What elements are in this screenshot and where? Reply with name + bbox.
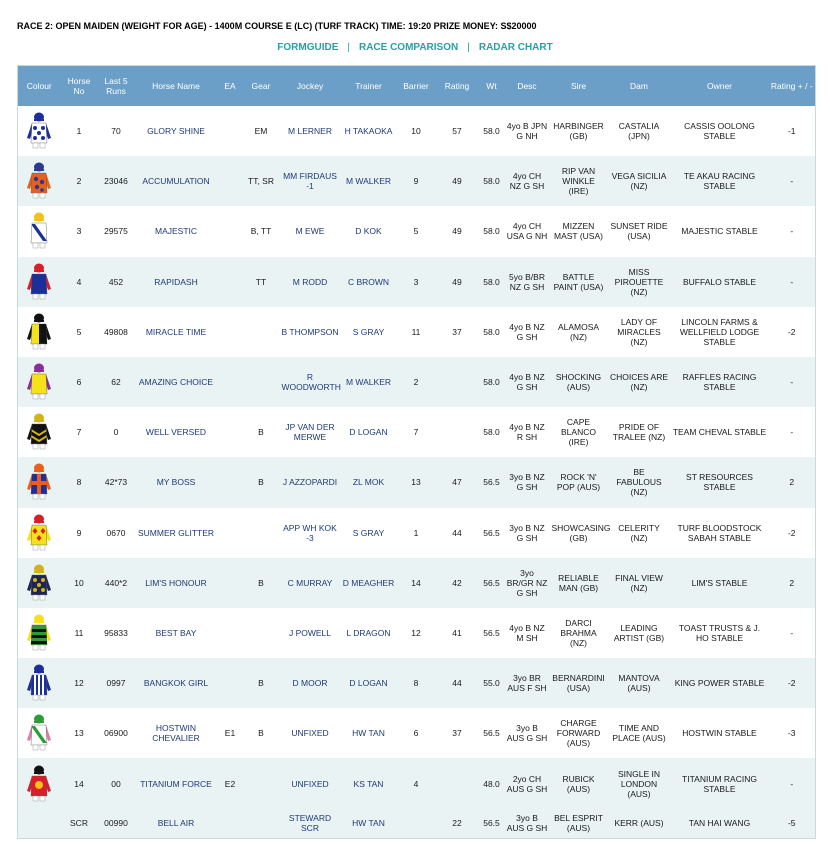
rating-change: - [790,176,794,187]
last-5-runs: 62 [111,377,121,388]
jockey[interactable]: D MOOR [292,678,328,689]
gear: TT, SR [248,176,274,187]
trainer[interactable]: L DRAGON [346,627,391,638]
rating: 37 [452,728,462,739]
dam: TIME AND PLACE (AUS) [612,723,666,744]
owner: KING POWER STABLE [674,678,765,689]
horse-name[interactable]: HOSTWIN CHEVALIER [152,723,200,744]
sire: BEL ESPRIT (AUS) [554,813,603,834]
col-wt[interactable]: Wt [479,66,505,107]
gear: EM [254,126,268,137]
jockey-silks-icon [26,613,52,651]
last-5-runs: 95833 [104,627,128,638]
dam: SUNSET RIDE (USA) [610,221,668,242]
barrier: 13 [411,477,421,488]
description: 3yo B NZ G SH [509,472,545,493]
dam: LEADING ARTIST (GB) [613,622,665,643]
trainer[interactable]: M WALKER [345,377,392,388]
trainer[interactable]: KS TAN [353,778,384,789]
silk-cell [18,106,61,156]
horse-name[interactable]: MY BOSS [156,477,196,488]
jockey-silks-icon [26,663,52,701]
barrier: 9 [413,176,419,187]
description: 3yo B NZ G SH [509,522,545,543]
table-row [18,658,816,708]
last-5-runs: 0670 [106,527,126,538]
rating-change: - [790,377,794,388]
table-row [18,407,816,457]
jockey[interactable]: APP WH KOK -3 [283,522,337,543]
race-tabs [0,42,830,53]
emergency-acceptor [218,257,243,307]
emergency-acceptor: E1 [224,728,236,739]
horse-name[interactable]: WELL VERSED [145,427,207,438]
weight: 58.0 [483,126,500,137]
gear: TT [255,276,267,287]
owner: TOAST TRUSTS & J. HO STABLE [678,622,761,643]
trainer[interactable]: S GRAY [352,527,385,538]
description: 4yo B NZ M SH [509,622,545,643]
last-5-runs: 23046 [104,176,128,187]
last-5-runs: 440*2 [104,577,128,588]
dam: MANTOVA (AUS) [618,673,660,694]
emergency-acceptor [218,508,243,558]
horse-name[interactable]: AMAZING CHOICE [138,377,214,388]
horse-number: 7 [76,427,82,438]
last-5-runs: 0997 [106,678,126,689]
gear [243,608,280,658]
emergency-acceptor [218,558,243,608]
weight: 56.5 [483,527,500,538]
last-5-runs: 06900 [104,728,128,739]
col-trainer[interactable]: Trainer [341,66,397,107]
sire: MIZZEN MAST (USA) [554,221,603,242]
gear [243,809,280,839]
rating: 57 [452,126,462,137]
description: 4yo B NZ G SH [509,372,545,393]
weight: 58.0 [483,276,500,287]
barrier: 10 [411,126,421,137]
col-horse-no[interactable]: Horse No [61,66,98,107]
emergency-acceptor [218,357,243,407]
silk-cell [18,558,61,608]
description: 3yo BR/GR NZ G SH [506,567,548,598]
tab-separator: | [467,42,470,53]
gear [243,758,280,808]
barrier: 1 [413,527,419,538]
table-row [18,558,816,608]
rating: 49 [452,276,462,287]
rating: 49 [452,226,462,237]
table-row [18,608,816,658]
last-5-runs: 0 [113,427,119,438]
rating-change: - [790,276,794,287]
last-5-runs: 29575 [104,226,128,237]
horse-number: 13 [74,728,84,739]
silk-cell [18,156,61,206]
rating-change: -2 [787,527,796,538]
barrier: 3 [413,276,419,287]
emergency-acceptor [218,307,243,357]
table-row [18,257,816,307]
description: 4yo CH NZ G SH [509,171,545,192]
weight: 58.0 [483,226,500,237]
gear: B [258,427,264,438]
col-jockey[interactable]: Jockey [280,66,341,107]
horse-number: 4 [76,276,82,287]
col-rating-change[interactable]: Rating + / - [769,66,816,107]
dam: BE FABULOUS (NZ) [616,467,662,498]
col-barrier[interactable]: Barrier [397,66,436,107]
jockey[interactable]: C MURRAY [287,577,333,588]
dam: KERR (AUS) [614,818,664,829]
barrier: 5 [413,226,419,237]
rating-change: -5 [787,818,796,829]
trainer[interactable]: M WALKER [345,176,392,187]
jockey[interactable]: MM FIRDAUS -1 [283,171,337,192]
weight: 56.5 [483,627,500,638]
horse-number: 12 [74,678,84,689]
weight: 58.0 [483,427,500,438]
table-row [18,708,816,758]
weight: 56.5 [483,577,500,588]
horse-name[interactable]: MAJESTIC [154,226,198,237]
jockey[interactable]: J POWELL [288,627,332,638]
dam: PRIDE OF TRALEE (NZ) [612,422,666,443]
rating [436,758,479,808]
barrier: 14 [411,577,421,588]
sire: CHARGE FORWARD (AUS) [556,718,601,749]
col-sire[interactable]: Sire [550,66,608,107]
trainer[interactable]: D LOGAN [349,427,388,438]
weight: 58.0 [483,176,500,187]
jockey-silks-icon [26,111,52,149]
last-5-runs: 42*73 [104,477,128,488]
description: 5yo B/BR NZ G SH [509,271,545,292]
jockey[interactable]: M LERNER [288,126,332,137]
tab-separator: | [347,42,350,53]
horse-name[interactable]: BELL AIR [157,818,195,829]
rating: 37 [452,326,462,337]
owner: RAFFLES RACING STABLE [682,372,757,393]
silk-cell [18,307,61,357]
jockey-silks-icon [26,312,52,350]
jockey-silks-icon [26,462,52,500]
sire: ROCK 'N' POP (AUS) [556,472,601,493]
weight: 56.5 [483,818,500,829]
rating-change: 2 [789,577,795,588]
table-row [18,809,816,839]
last-5-runs: 70 [111,126,121,137]
weight: 48.0 [483,778,500,789]
horse-number: 9 [76,527,82,538]
gear: B [258,678,264,689]
table-row [18,206,816,256]
rating-change: -1 [787,126,796,137]
rating: 44 [452,678,462,689]
emergency-acceptor: E2 [224,778,236,789]
emergency-acceptor [218,608,243,658]
description: 4yo B NZ G SH [509,321,545,342]
weight: 56.5 [483,728,500,739]
rating-change: -2 [787,678,796,689]
silk-cell [18,407,61,457]
table-row [18,307,816,357]
rating-change: 2 [789,477,795,488]
gear: B, TT [250,226,272,237]
jockey-silks-icon [26,211,52,249]
table-row [18,156,816,206]
rating: 42 [452,577,462,588]
dam: CHOICES ARE (NZ) [609,372,669,393]
trainer[interactable]: D MEAGHER [342,577,395,588]
col-owner[interactable]: Owner [671,66,769,107]
trainer[interactable]: H TAKAOKA [344,126,393,137]
description: 2yo CH AUS G SH [506,773,548,794]
barrier: 7 [413,427,419,438]
barrier: 2 [413,377,419,388]
owner: TAN HAI WANG [688,818,751,829]
dam: VEGA SICILIA (NZ) [611,171,667,192]
owner: HOSTWIN STABLE [682,728,757,739]
jockey[interactable]: UNFIXED [291,778,329,789]
gear [243,508,280,558]
rating-change: - [790,778,794,789]
horse-number: 5 [76,326,82,337]
rating: 47 [452,477,462,488]
table-row [18,758,816,808]
rating [436,407,479,457]
jockey-silks-icon [26,563,52,601]
silk-cell [18,809,61,839]
silk-cell [18,206,61,256]
description: 3yo B AUS G SH [506,813,548,834]
last-5-runs: 00990 [104,818,128,829]
dam: MISS PIROUETTE (NZ) [614,266,664,297]
jockey[interactable]: UNFIXED [291,728,329,739]
rating [436,357,479,407]
emergency-acceptor [218,156,243,206]
sire: BERNARDINI (USA) [552,673,605,694]
col-last5[interactable]: Last 5 Runs [98,66,135,107]
silk-cell [18,658,61,708]
jockey-silks-icon [26,713,52,751]
col-ea[interactable]: EA [218,66,243,107]
rating-change: -2 [787,326,796,337]
jockey[interactable]: M RODD [292,276,328,287]
horse-number: 8 [76,477,82,488]
silk-cell [18,257,61,307]
jockey[interactable]: J AZZOPARDI [282,477,338,488]
silk-cell [18,508,61,558]
description: 3yo BR AUS F SH [507,673,547,694]
emergency-acceptor [218,407,243,457]
sire: HARBINGER (GB) [553,121,604,142]
owner: TITANIUM RACING STABLE [682,773,757,794]
sire: DARCI BRAHMA (NZ) [560,617,597,648]
weight: 55.0 [483,678,500,689]
rating: 22 [452,818,462,829]
formguide-table [17,65,816,839]
trainer[interactable]: S GRAY [352,326,385,337]
owner: TEAM CHEVAL STABLE [672,427,767,438]
gear [243,307,280,357]
horse-number: 1 [76,126,82,137]
table-row [18,457,816,507]
race-title: RACE 2: OPEN MAIDEN (WEIGHT FOR AGE) - 1400M COURSE E (LC) (TURF TRACK) TIME: 19:20 PRIZE MONEY: S$20000 [17,21,537,31]
tab-race-comparison[interactable]: RACE COMPARISON [358,42,459,53]
col-gear[interactable]: Gear [243,66,280,107]
table-row [18,508,816,558]
rating-change: -3 [787,728,796,739]
description: 4yo B JPN G NH [506,121,548,142]
jockey-silks-icon [26,412,52,450]
silk-cell [18,608,61,658]
sire: CAPE BLANCO (IRE) [561,417,596,448]
trainer[interactable]: C BROWN [347,276,390,287]
rating-change: - [790,627,794,638]
jockey[interactable]: JP VAN DER MERWE [285,422,335,443]
col-colour[interactable]: Colour [18,66,61,107]
rating: 41 [452,627,462,638]
horse-number: 3 [76,226,82,237]
silk-cell [18,457,61,507]
horse-name[interactable]: LIM'S HONOUR [145,577,207,588]
trainer[interactable]: D KOK [355,226,382,237]
silk-cell [18,708,61,758]
horse-number: 11 [74,627,84,638]
gear: B [258,577,264,588]
jockey-silks-icon [26,513,52,551]
rating-change: - [790,226,794,237]
col-horse-name[interactable]: Horse Name [135,66,218,107]
horse-name[interactable]: TITANIUM FORCE [140,778,212,789]
horse-name[interactable]: SUMMER GLITTER [137,527,215,538]
barrier: 8 [413,678,419,689]
dam: CASTALIA (JPN) [618,121,660,142]
owner: MAJESTIC STABLE [681,226,758,237]
sire: SHOCKING (AUS) [555,372,602,393]
table-header [18,66,816,107]
barrier: 11 [411,326,421,337]
dam: CELERITY (NZ) [618,522,660,543]
barrier: 12 [411,627,421,638]
jockey-silks-icon [26,262,52,300]
jockey-silks-icon [26,161,52,199]
rating: 44 [452,527,462,538]
gear: B [258,728,264,739]
emergency-acceptor [218,106,243,156]
sire: RIP VAN WINKLE (IRE) [561,166,596,197]
horse-name[interactable]: BEST BAY [155,627,197,638]
jockey[interactable]: B THOMPSON [281,326,339,337]
last-5-runs: 452 [108,276,124,287]
gear: B [258,477,264,488]
silk-cell [18,758,61,808]
owner: ST RESOURCES STABLE [686,472,753,493]
owner: CASSIS OOLONG STABLE [684,121,755,142]
horse-name[interactable]: MIRACLE TIME [145,326,207,337]
emergency-acceptor [218,206,243,256]
owner: LIM'S STABLE [691,577,748,588]
sire: ALAMOSA (NZ) [557,321,600,342]
col-desc[interactable]: Desc [505,66,550,107]
weight: 58.0 [483,326,500,337]
weight: 58.0 [483,377,500,388]
owner: TURF BLOODSTOCK SABAH STABLE [677,522,762,543]
col-rating[interactable]: Rating [436,66,479,107]
trainer[interactable]: HW TAN [352,818,385,829]
horse-number: 2 [76,176,82,187]
last-5-runs: 00 [111,778,121,789]
owner: LINCOLN FARMS & WELLFIELD LODGE STABLE [679,316,760,347]
horse-number: 10 [74,577,84,588]
gear [243,357,280,407]
emergency-acceptor [218,658,243,708]
trainer[interactable]: D LOGAN [349,678,388,689]
trainer[interactable]: ZL MOK [352,477,385,488]
jockey[interactable]: M EWE [295,226,325,237]
dam: SINGLE IN LONDON (AUS) [617,768,661,799]
horse-number: 6 [76,377,82,388]
tab-radar-chart[interactable]: RADAR CHART [478,42,553,53]
owner: TE AKAU RACING STABLE [683,171,756,192]
last-5-runs: 49808 [104,326,128,337]
horse-name[interactable]: GLORY SHINE [147,126,205,137]
description: 4yo CH USA G NH [506,221,548,242]
dam: LADY OF MIRACLES (NZ) [617,316,661,347]
horse-number: 14 [74,778,84,789]
horse-name[interactable]: RAPIDASH [154,276,198,287]
barrier [397,809,436,839]
tab-formguide[interactable]: FORMGUIDE [277,42,339,53]
emergency-acceptor [218,809,243,839]
barrier: 4 [413,778,419,789]
horse-name[interactable]: ACCUMULATION [142,176,210,187]
trainer[interactable]: HW TAN [352,728,385,739]
table-row [18,106,816,156]
weight: 56.5 [483,477,500,488]
rating: 49 [452,176,462,187]
sire: BATTLE PAINT (USA) [553,271,604,292]
emergency-acceptor [218,457,243,507]
sire: RELIABLE MAN (GB) [558,572,599,593]
col-dam[interactable]: Dam [608,66,671,107]
rating-change: - [790,427,794,438]
table-row [18,357,816,407]
jockey-silks-icon [26,764,52,802]
horse-name[interactable]: BANGKOK GIRL [143,678,209,689]
sire: RUBICK (AUS) [562,773,595,794]
dam: FINAL VIEW (NZ) [615,572,663,593]
sire: SHOWCASING (GB) [551,522,611,543]
horse-number: SCR [70,818,88,829]
barrier: 6 [413,728,419,739]
jockey-silks-icon [26,362,52,400]
description: 3yo B AUS G SH [506,723,548,744]
silk-cell [18,357,61,407]
jockey[interactable]: STEWARD SCR [288,813,332,834]
owner: BUFFALO STABLE [682,276,757,287]
jockey[interactable]: R WOODWORTH [281,372,341,393]
description: 4yo B NZ R SH [509,422,545,443]
